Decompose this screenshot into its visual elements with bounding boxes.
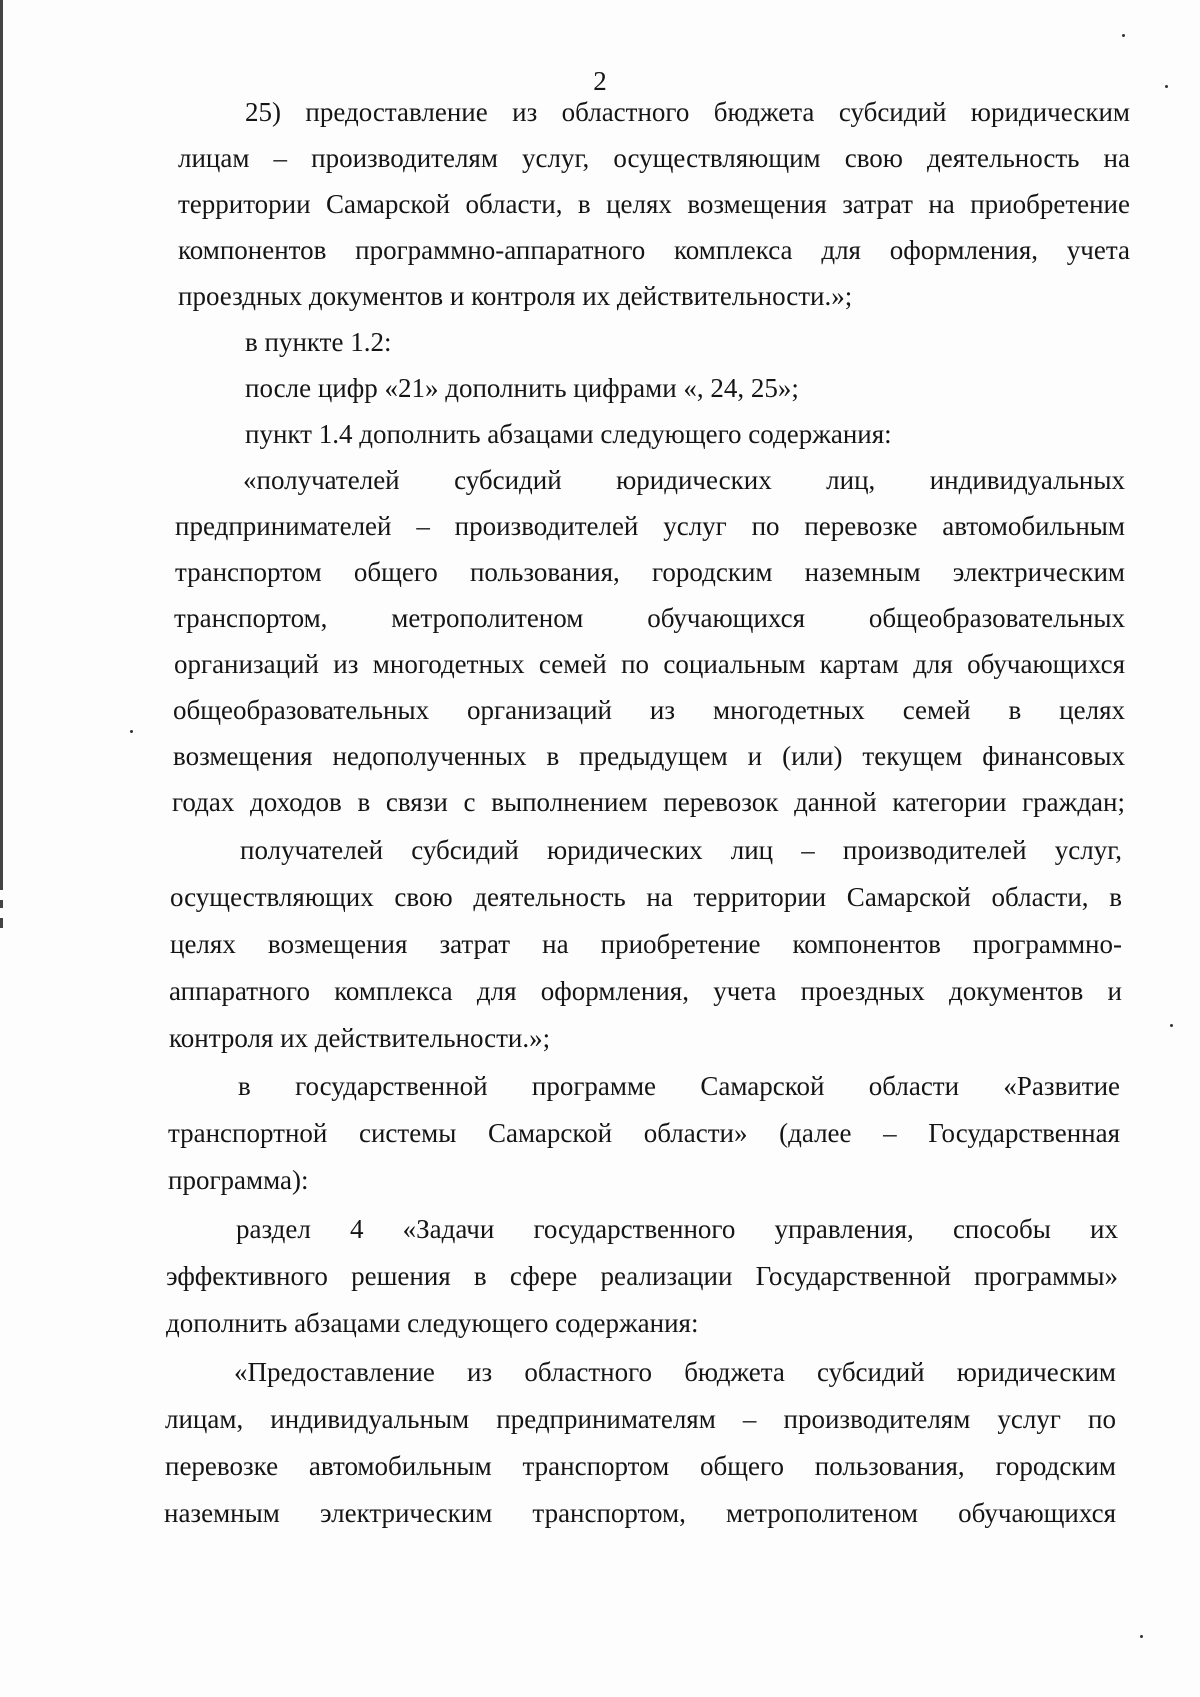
text-line: перевозке автомобильным транспортом общего пользования, городским: [165, 1451, 1116, 1481]
text-line: годах доходов в связи с выполнением перевозок данной категории граждан;: [172, 787, 1125, 817]
text-line: предпринимателей – производителей услуг по перевозке автомобильным: [175, 511, 1125, 541]
text-line: возмещения недополученных в предыдущем и (или) текущем финансовых: [173, 741, 1125, 771]
text-line: лицам – производителям услуг, осуществляющим свою деятельность на: [178, 143, 1130, 173]
text-line: «Предоставление из областного бюджета субсидий юридическим: [234, 1357, 1116, 1387]
text-line: компонентов программно-аппаратного комплекса для оформления, учета: [178, 235, 1130, 265]
text-line: транспортом, метрополитеном обучающихся общеобразовательных: [174, 603, 1125, 633]
text-line: транспортом общего пользования, городским наземным электрическим: [175, 557, 1125, 587]
text-line: получателей субсидий юридических лиц – производителей услуг,: [240, 835, 1122, 865]
text-line: аппаратного комплекса для оформления, учета проездных документов и: [169, 976, 1122, 1006]
scan-speck: [1140, 1635, 1143, 1638]
text-line: территории Самарской области, в целях возмещения затрат на приобретение: [178, 189, 1130, 219]
text-line: организаций из многодетных семей по социальным картам для обучающихся: [174, 649, 1125, 679]
text-line: эффективного решения в сфере реализации Государственной программы»: [166, 1261, 1118, 1291]
scan-edge-mark: [0, 900, 3, 908]
scan-speck: [1165, 85, 1168, 88]
text-line: пункт 1.4 дополнить абзацами следующего содержания:: [245, 419, 892, 449]
page-number: 2: [593, 66, 607, 96]
text-line: программа):: [168, 1165, 309, 1195]
scan-edge-mark: [0, 0, 3, 890]
text-line: после цифр «21» дополнить цифрами «, 24, 25»;: [245, 373, 799, 403]
scan-speck: [1122, 34, 1125, 37]
text-line: в пункте 1.2:: [245, 327, 392, 357]
text-line: «получателей субсидий юридических лиц, индивидуальных: [243, 465, 1125, 495]
text-line: контроля их действительности.»;: [169, 1023, 551, 1053]
text-line: 25) предоставление из областного бюджета субсидий юридическим: [245, 97, 1130, 127]
text-line: раздел 4 «Задачи государственного управления, способы их: [236, 1214, 1118, 1244]
scan-speck: [1170, 1024, 1173, 1027]
text-line: в государственной программе Самарской области «Развитие: [238, 1071, 1120, 1101]
scan-edge-mark: [0, 918, 3, 928]
scan-speck: [130, 730, 133, 733]
text-line: осуществляющих свою деятельность на территории Самарской области, в: [170, 882, 1122, 912]
text-line: дополнить абзацами следующего содержания:: [166, 1308, 699, 1338]
text-line: наземным электрическим транспортом, метрополитеном обучающихся: [164, 1498, 1116, 1528]
text-line: проездных документов и контроля их действительности.»;: [178, 281, 853, 311]
text-line: общеобразовательных организаций из многодетных семей в целях: [173, 695, 1125, 725]
text-line: целях возмещения затрат на приобретение компонентов программно-: [170, 929, 1122, 959]
text-line: лицам, индивидуальным предпринимателям – производителям услуг по: [165, 1404, 1116, 1434]
text-line: транспортной системы Самарской области» (далее – Государственная: [168, 1118, 1120, 1148]
